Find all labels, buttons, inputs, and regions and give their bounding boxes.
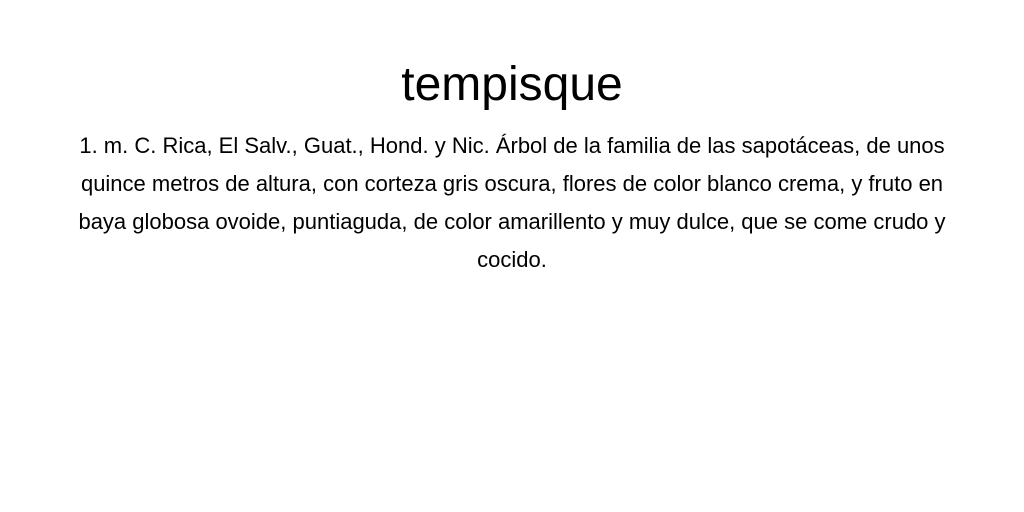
definition-text: 1. m. C. Rica, El Salv., Guat., Hond. y Nic. Árbol de la familia de las sapotáceas, de unos quince metros de altura, con corteza gris oscura, flores de color blanco crema, y fruto en baya globosa ovoide, puntiaguda, de color amarillento y muy dulce, que se come crudo y cocido. bbox=[78, 133, 946, 272]
headword-title: tempisque bbox=[401, 58, 623, 111]
